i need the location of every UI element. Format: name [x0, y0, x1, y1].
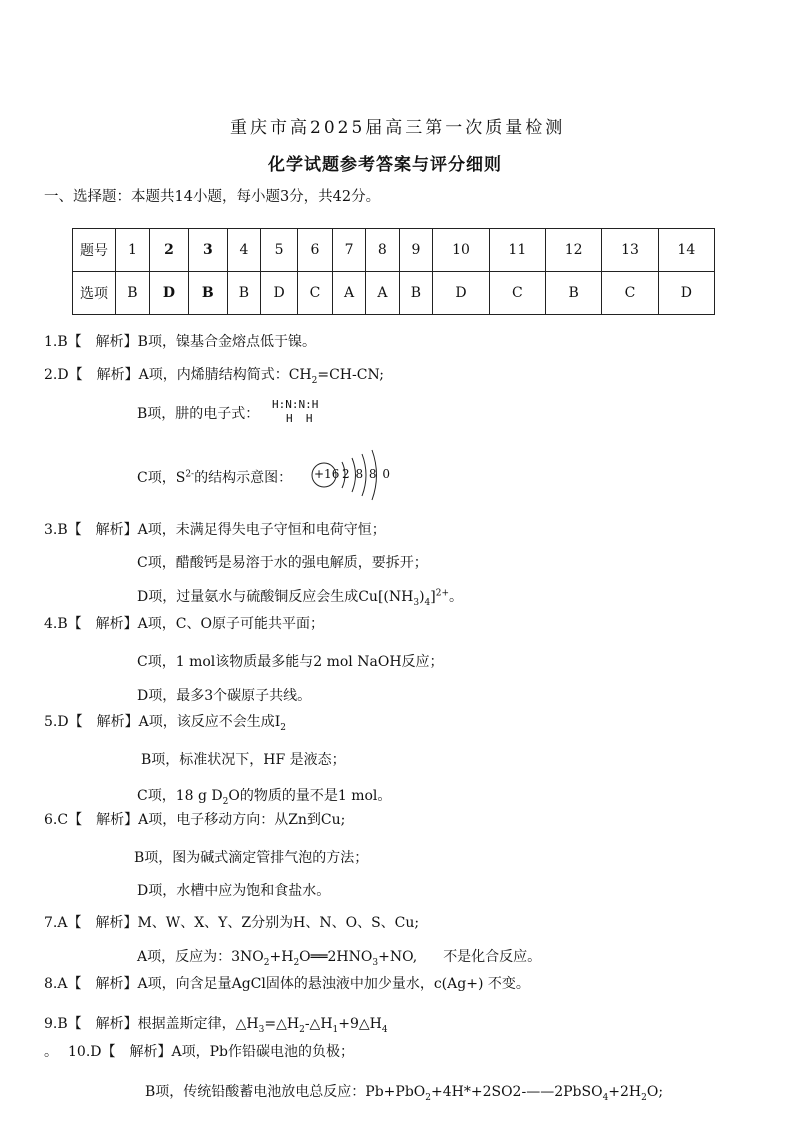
item-text: 根据盖斯定律，△H — [137, 1016, 259, 1032]
answer-cell: D — [149, 272, 188, 315]
answer-line: B项，图为碱式滴定管排气泡的方法； — [134, 850, 369, 866]
item-text: ] — [430, 589, 436, 605]
item-text: O══2HNO — [299, 949, 373, 965]
item-text: D项，过量氨水与硫酸铜反应会生成Cu[(NH — [137, 589, 414, 605]
question-number-cell: 9 — [399, 229, 433, 272]
subscript: 4 — [381, 1024, 388, 1035]
item-head: 5.D【 解析】 — [44, 714, 139, 730]
item-text: +NO, — [378, 949, 418, 965]
answer-item-9 — [44, 1013, 388, 1035]
subscript: 4 — [424, 597, 431, 608]
question-number-cell: 2 — [149, 229, 188, 272]
question-number-cell: 12 — [545, 229, 601, 272]
answer-cell: B — [227, 272, 261, 315]
question-number-cell: 8 — [366, 229, 399, 272]
item-text: A项，Pb作铅碳电池的负极； — [171, 1044, 354, 1060]
item-head: 3.B【 解析】 — [44, 522, 138, 538]
item-text: A项，向含足量AgCl固体的悬浊液中加少量水，c(Ag+) 不变。 — [137, 976, 530, 992]
question-number-cell: 5 — [261, 229, 298, 272]
answer-line: B项，标准状况下，HF 是液态； — [141, 752, 346, 768]
item-text: B项，镍基合金熔点低于镍。 — [137, 334, 316, 350]
item-head: 2.D【 解析】 — [44, 367, 139, 383]
answer-item-10 — [44, 1041, 354, 1061]
answer-cell: B — [545, 272, 601, 315]
item-text: 的结构示意图： — [194, 470, 293, 486]
item-head: 4.B【 解析】 — [44, 616, 138, 632]
item-text: M、W、X、Y、Z分别为H、N、O、S、Cu; — [137, 915, 420, 931]
item-text: B项，肼的电子式： — [137, 406, 260, 422]
nucleus-charge: +16 — [314, 467, 340, 481]
subscript: 2 — [222, 796, 229, 807]
answer-line — [145, 1081, 663, 1103]
item-text: A项，未满足得失电子守恒和电荷守恒； — [137, 522, 386, 538]
question-number-cell: 7 — [332, 229, 365, 272]
item-text: +4H*+2SO2-——2PbSO — [431, 1084, 603, 1100]
answer-cell: C — [297, 272, 332, 315]
question-number-cell: 6 — [297, 229, 332, 272]
item-text: O的物质的量不是1 mol。 — [228, 788, 392, 804]
answer-cell: D — [433, 272, 489, 315]
item-head: 10.D【 解析】 — [68, 1044, 172, 1060]
answer-cell: B — [189, 272, 227, 315]
item-text: A项，内烯腈结构简式：CH — [138, 367, 312, 383]
superscript: 2- — [185, 469, 195, 480]
answer-line — [137, 586, 463, 608]
answer-item-3 — [44, 519, 386, 539]
item-text: C项，18 g D — [137, 788, 223, 804]
answer-cell: D — [261, 272, 298, 315]
hydrazine-electron-formula — [272, 398, 318, 426]
subscript: 2 — [293, 957, 300, 968]
subscript: 3 — [413, 597, 420, 608]
question-number-cell: 11 — [489, 229, 545, 272]
item-head: 7.A【 解析】 — [44, 915, 138, 931]
item-text: A项，反应为：3NO — [137, 949, 264, 965]
answer-item-6 — [44, 809, 345, 829]
question-number-cell: 1 — [116, 229, 150, 272]
subscript: 2 — [641, 1092, 647, 1103]
item-head: 1.B【 解析】 — [44, 334, 138, 350]
answer-item-8 — [44, 973, 530, 993]
question-number-cell: 3 — [189, 229, 227, 272]
answer-line — [137, 785, 391, 807]
electron-shells: 2 8 8 0 — [342, 467, 391, 481]
row-label-number: 题号 — [73, 229, 116, 272]
subscript: 3 — [372, 957, 379, 968]
item-text: B项，传统铅酸蓄电池放电总反应：Pb+PbO — [145, 1084, 426, 1100]
subscript: 2 — [280, 722, 286, 733]
answer-cell: D — [658, 272, 714, 315]
subscript: 2 — [299, 1024, 305, 1035]
item-text: 。 — [449, 589, 464, 605]
section-heading: 一、选择题：本题共14小题，每小题3分，共42分。 — [44, 189, 381, 205]
question-number-cell: 10 — [433, 229, 489, 272]
formula-bottom: H H — [286, 412, 313, 425]
answer-line — [137, 467, 292, 487]
answer-cell: C — [489, 272, 545, 315]
answer-line: C项，醋酸钙是易溶于水的强电解质，要拆开； — [137, 555, 428, 571]
answer-item-7 — [44, 912, 419, 932]
formula-top: H:N:N:H — [272, 398, 319, 411]
item-text: =CH-CN; — [317, 367, 384, 383]
question-number-cell: 4 — [227, 229, 261, 272]
item-text: O; — [646, 1084, 664, 1100]
answer-table — [72, 228, 715, 315]
table-row — [73, 229, 715, 272]
subscript: 2 — [425, 1092, 431, 1103]
item-text: +2H — [608, 1084, 642, 1100]
answer-cell: A — [366, 272, 399, 315]
answer-cell: A — [332, 272, 365, 315]
item-head: 9.B【 解析】 — [44, 1016, 138, 1032]
answer-line — [137, 403, 259, 423]
item-text: ) — [419, 589, 425, 605]
page-subtitle: 化学试题参考答案与评分细则 — [268, 155, 502, 175]
superscript: 2+ — [435, 588, 450, 599]
page-title: 重庆市高2025届高三第一次质量检测 — [230, 118, 566, 138]
subscript: 4 — [602, 1092, 609, 1103]
item-text: -△H — [304, 1016, 333, 1032]
item-text: A项，电子移动方向：从Zn到Cu; — [138, 812, 346, 828]
item-head: 8.A【 解析】 — [44, 976, 138, 992]
question-number-cell: 14 — [658, 229, 714, 272]
answer-cell: B — [399, 272, 433, 315]
answer-item-5 — [44, 711, 286, 733]
answer-line: D项，最多3个碳原子共线。 — [137, 688, 312, 704]
table-row — [73, 272, 715, 315]
subscript: 2 — [263, 957, 270, 968]
stray-dot: 。 — [44, 1044, 58, 1060]
answer-cell: C — [602, 272, 658, 315]
subscript: 3 — [258, 1024, 265, 1035]
item-head: 6.C【 解析】 — [44, 812, 139, 828]
item-text: +9△H — [338, 1016, 382, 1032]
answer-line — [137, 946, 541, 968]
subscript: 1 — [332, 1024, 339, 1035]
answer-cell: B — [116, 272, 150, 315]
item-text: C项，S — [137, 470, 186, 486]
question-number-cell: 13 — [602, 229, 658, 272]
item-text: A项，C、O原子可能共平面； — [137, 616, 324, 632]
item-text: =△H — [264, 1016, 300, 1032]
row-label-answer: 选项 — [73, 272, 116, 315]
answer-item-2 — [44, 364, 384, 386]
answer-item-4 — [44, 613, 324, 633]
answer-line: C项，1 mol该物质最多能与2 mol NaOH反应； — [137, 654, 444, 670]
item-text: 不是化合反应。 — [443, 949, 542, 965]
item-text: +H — [269, 949, 294, 965]
answer-line: D项，水槽中应为饱和食盐水。 — [137, 883, 331, 899]
item-text: A项，该反应不会生成I — [138, 714, 281, 730]
answer-item-1 — [44, 331, 316, 351]
subscript: 2 — [311, 375, 318, 386]
